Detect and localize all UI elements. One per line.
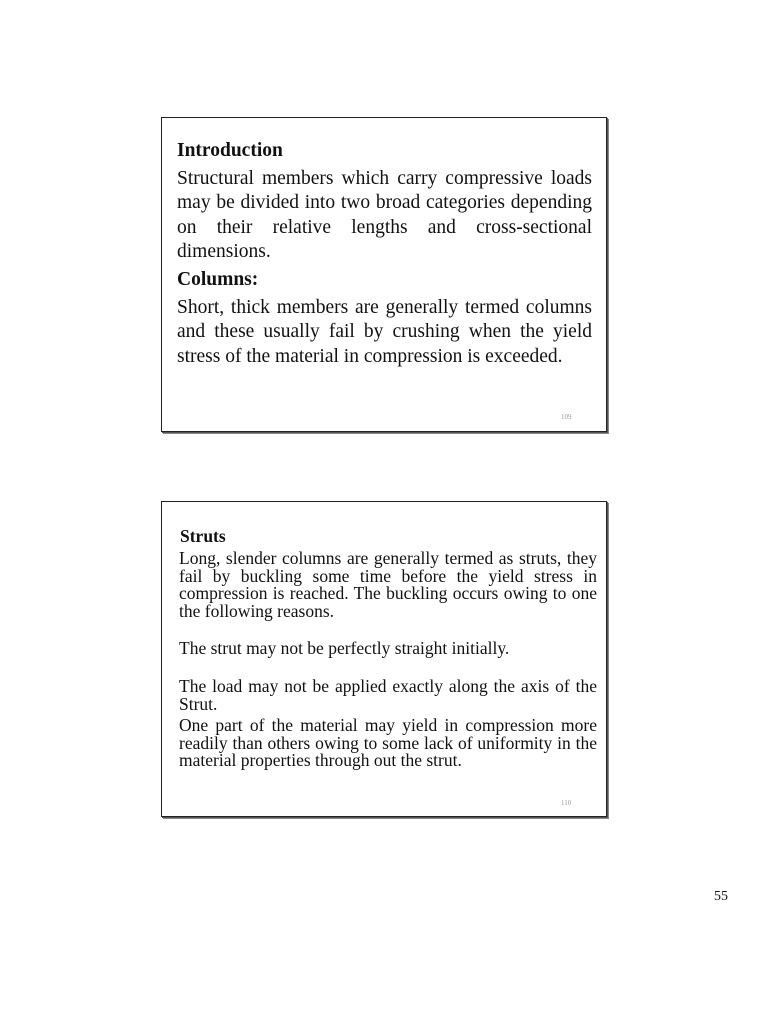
slide-heading: Struts <box>180 526 226 546</box>
slide-struts <box>161 501 607 817</box>
slide-paragraph: Structural members which carry compressive loads may be divided into two broad categories depending on their relative lengths and cross-sectional dimensions. <box>177 168 592 262</box>
slide-number: 109 <box>561 413 572 421</box>
reason-item: The load may not be applied exactly along the axis of the Strut. <box>179 676 597 714</box>
slide-introduction <box>161 117 607 432</box>
slide-number: 110 <box>561 799 572 807</box>
slide-heading: Introduction <box>177 140 283 161</box>
page-number: 55 <box>714 889 728 904</box>
slide-paragraph: Short, thick members are generally termed columns and these usually fail by crushing when the yield stress of the material in compression is exceeded. <box>177 297 592 367</box>
reason-item: One part of the material may yield in compression more readily than others owing to some lack of uniformity in the material properties through out the strut. <box>179 715 597 771</box>
reason-item: The strut may not be perfectly straight initially. <box>179 638 510 658</box>
slide-subheading: Columns: <box>177 269 259 290</box>
slide-paragraph: Long, slender columns are generally termed as struts, they fail by buckling some time before the yield stress in compression is reached. The buckling occurs owing to one the following reasons. <box>179 548 597 621</box>
